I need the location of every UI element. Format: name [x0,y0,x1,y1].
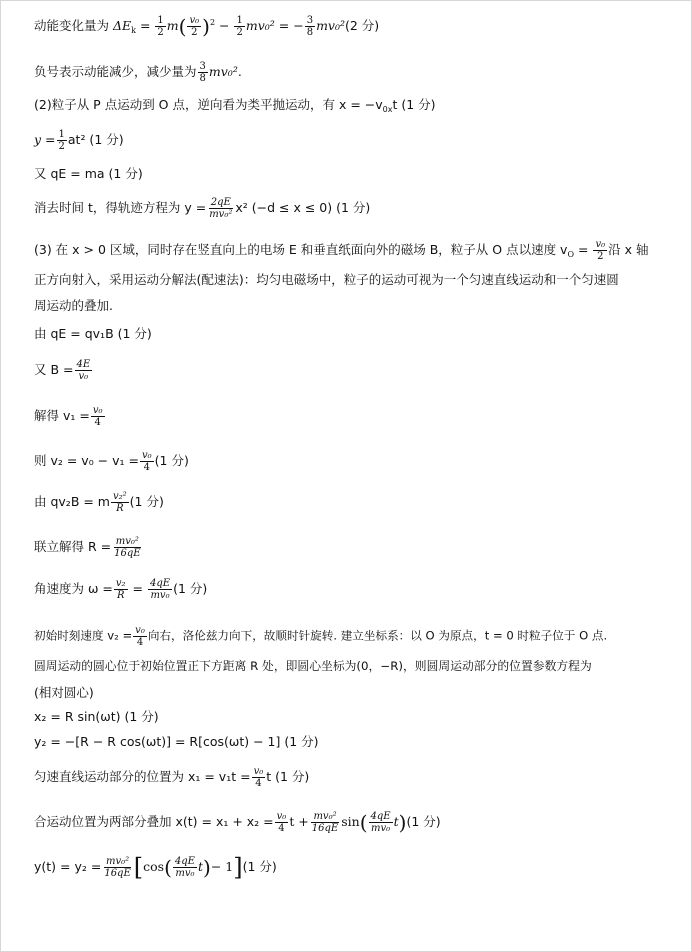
line-y2-equation: y₂ = −[R − R cos(ωt)] = R[cos(ωt) − 1] (1 分) [34,734,319,749]
line-energy-decrease: 负号表示动能减少，减少量为 $\frac{3}{8}$ mv₀². [34,61,242,84]
line-y-equation: y = $\frac{1}{2}$ at² (1 分) [34,129,124,152]
line-radius: 联立解得 R = $\frac{\text{mv₀²}}{16qE}$ [34,536,141,559]
line-force-balance: 由 qE = qv₁B (1 分) [34,326,152,341]
line-circle-center: 圆周运动的圆心位于初始位置正下方距离 R 处，即圆心坐标为(0，−R)，则圆周运动部分的位置参数方程为 [34,659,592,673]
line-x2-equation: x₂ = R sin(ωt) (1 分) [34,709,159,724]
line-part3-intro: (3) 在 x > 0 区域，同时存在竖直向上的电场 E 和垂直纸面向外的磁场 B，粒子从 O 点以速度 $v_O$ = $\frac{\text{v₀}}{2}$ 沿 x 轴 [34,239,649,262]
line-xt-equation: 合运动位置为两部分叠加 x(t) = x₁ + x₂ = $\frac{\text{v₀}}{4}$ t + $\frac{\text{mv₀²}}{16qE}$ sin( $\frac{4qE}{\text{mv₀}}$ t)(1 分) [34,810,441,835]
line-angular-velocity: 角速度为 ω = $\frac{\text{v₂}}{R}$ = $\frac{4qE}{\text{mv₀}}$ (1 分) [34,578,208,601]
line-v1-solution: 解得 v₁ = $\frac{\text{v₀}}{4}$ [34,405,103,428]
line-decomposition: 正方向射入，采用运动分解法(配速法)：均匀电磁场中，粒子的运动可视为一个匀速直线运动和一个匀速圆 [34,272,619,287]
line-superposition: 周运动的叠加. [34,298,113,313]
line-centripetal: 由 qv₂B = m $\frac{\text{v₂²}}{R}$ (1 分) [34,491,164,514]
line-x1-equation: 匀速直线运动部分的位置为 x₁ = v₁t = $\frac{\text{v₀}}{4}$ t (1 分) [34,766,310,789]
line-v2-solution: 则 v₂ = v₀ − v₁ = $\frac{\text{v₀}}{4}$ (1 分) [34,450,189,473]
line-qE-ma: 又 qE = ma (1 分) [34,166,143,181]
line-yt-equation: y(t) = y₂ = $\frac{\text{mv₀²}}{16qE}$ [cos( $\frac{4qE}{\text{mv₀}}$ t)− 1](1 分) [34,853,277,882]
line-trajectory: 消去时间 t，得轨迹方程为 y = $\frac{2qE}{\text{mv₀²}}$ x² (−d ≤ x ≤ 0) (1 分) [34,197,371,220]
line-initial-velocity: 初始时刻速度 v₂ = $\frac{\text{v₀}}{4}$ 向右，洛伦兹力向下，故顺时针旋转. 建立坐标系：以 O 为原点，t = 0 时粒子位于 O 点. [34,625,608,648]
line-part2-intro: (2)粒子从 P 点运动到 O 点，逆向看为类平抛运动，有 $x = -v_{0x}t$ (1 分) [34,97,436,114]
line-kinetic-energy-change: 动能变化量为 $\Delta E_k$ = $\frac{1}{2}$ m( $\frac{\text{v₀}}{2}$ )$^2$ − $\frac{1}{2}$ mv₀² = − $\frac{3}{8}$ mv₀²(2 分) [34,14,380,39]
line-relative-center: (相对圆心) [34,685,94,700]
line-B-value: 又 B = $\frac{4E}{\text{v₀}}$ [34,359,91,382]
